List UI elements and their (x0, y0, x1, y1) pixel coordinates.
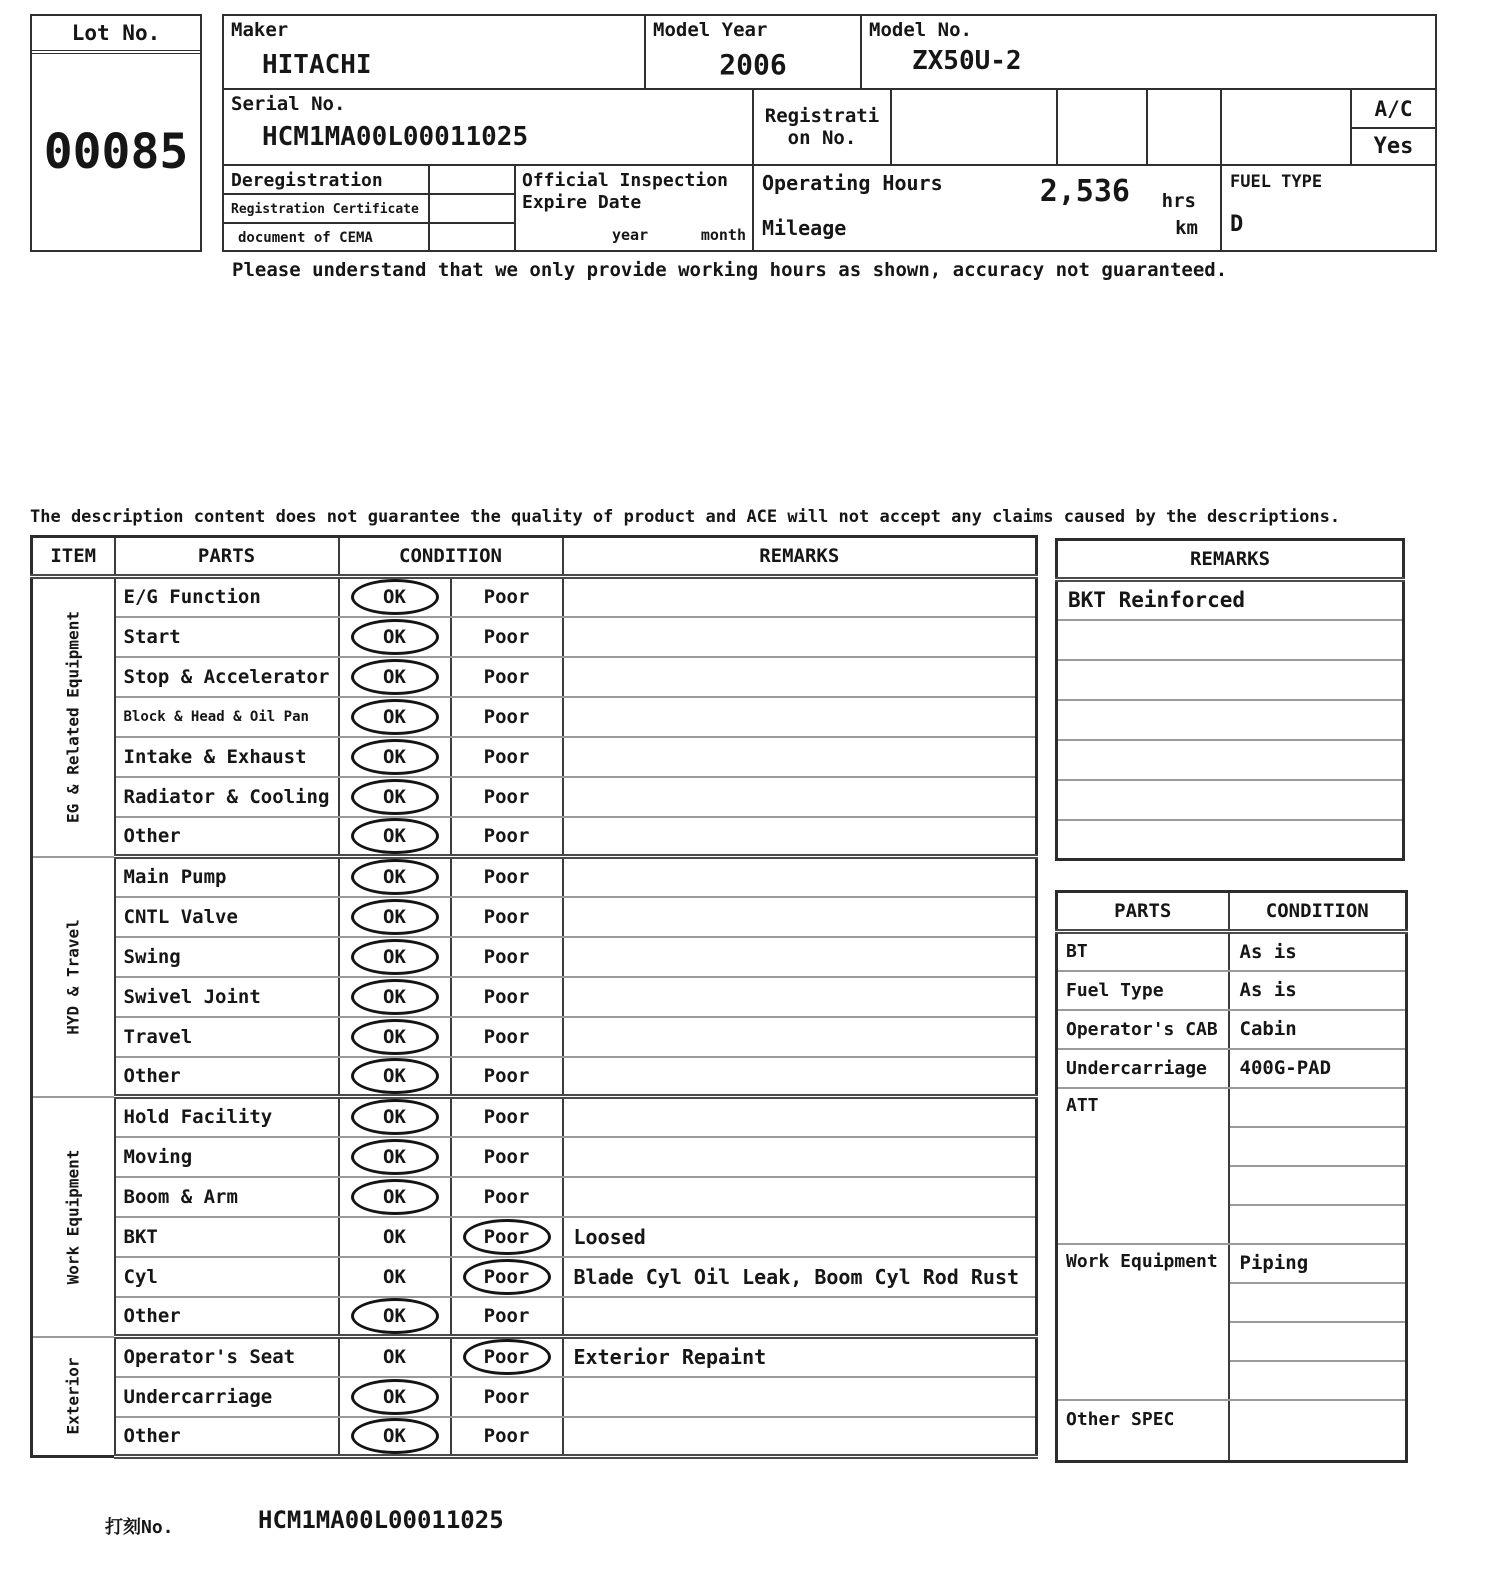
registration-no-label: Registration No. (764, 105, 880, 149)
condition-ok-cell (339, 897, 451, 937)
hours-accuracy-note: Please understand that we only provide working hours as shown, accuracy not guaranteed. (232, 259, 1228, 281)
spec-row (1057, 971, 1407, 1010)
condition-ok-cell (339, 1177, 451, 1217)
spec-row (1057, 1088, 1407, 1127)
serial-no-cell (222, 88, 754, 166)
remark-text (563, 857, 1037, 897)
condition-ok-cell (339, 737, 451, 777)
condition-poor-cell (451, 1097, 563, 1137)
inspection-row (32, 977, 1037, 1017)
part-name: Boom & Arm (115, 1177, 339, 1217)
inspection-row (32, 1417, 1037, 1457)
spec-condition-value (1229, 1361, 1407, 1400)
inspection-table-body (32, 577, 1037, 1457)
remark-text: Loosed (563, 1217, 1037, 1257)
spec-condition-value (1229, 1127, 1407, 1166)
condition-poor-cell (451, 577, 563, 617)
maker-value: HITACHI (262, 50, 372, 80)
spec-condition-value (1229, 1322, 1407, 1361)
document-of-cema-label: document of CEMA (238, 230, 373, 246)
condition-ok-cell (339, 1217, 451, 1257)
inspection-row (32, 1217, 1037, 1257)
header-empty-cell-3 (1220, 88, 1352, 166)
condition-ok-mark: OK (351, 979, 439, 1015)
condition-ok-mark: OK (351, 859, 439, 895)
remarks-entry-empty (1057, 700, 1404, 740)
spec-row (1057, 1049, 1407, 1088)
condition-ok-cell (339, 1297, 451, 1337)
part-name: Radiator & Cooling (115, 777, 339, 817)
spec-condition-value: As is (1229, 971, 1407, 1010)
remark-text (563, 1417, 1037, 1457)
remark-text (563, 737, 1037, 777)
condition-ok-cell (339, 857, 451, 897)
part-name: Operator's Seat (115, 1337, 339, 1377)
item-group-cell (32, 1097, 115, 1337)
condition-poor-mark: Poor (483, 985, 530, 1008)
spec-part-name: Fuel Type (1057, 971, 1229, 1010)
deregistration-value-cell (428, 164, 516, 195)
condition-ok-mark: OK (351, 1379, 439, 1415)
condition-poor-mark: Poor (483, 705, 530, 728)
condition-ok-mark: OK (351, 779, 439, 815)
spec-part-name: Work Equipment (1057, 1244, 1229, 1400)
inspection-row (32, 857, 1037, 897)
remarks-entry: BKT Reinforced (1057, 580, 1404, 620)
condition-poor-mark: Poor (483, 866, 530, 889)
inspection-row (32, 577, 1037, 617)
inspection-row (32, 1177, 1037, 1217)
condition-poor-mark: Poor (483, 1145, 530, 1168)
remark-text (563, 977, 1037, 1017)
condition-poor-mark: Poor (483, 665, 530, 688)
inspection-row (32, 1137, 1037, 1177)
remark-text: Blade Cyl Oil Leak, Boom Cyl Rod Rust (563, 1257, 1037, 1297)
inspection-row (32, 1017, 1037, 1057)
inspection-row (32, 1377, 1037, 1417)
col-header-item: ITEM (32, 537, 115, 577)
spec-condition-value: Piping (1229, 1244, 1407, 1283)
condition-poor-cell (451, 697, 563, 737)
remarks-box-body (1057, 580, 1404, 860)
operating-hours-label: Operating Hours (762, 171, 943, 195)
condition-ok-mark: OK (351, 739, 439, 775)
condition-ok-cell (339, 1097, 451, 1137)
remark-text: Exterior Repaint (563, 1337, 1037, 1377)
remarks-entry-empty (1057, 740, 1404, 780)
condition-poor-mark: Poor (483, 905, 530, 928)
condition-ok-mark: OK (351, 899, 439, 935)
inspection-row (32, 617, 1037, 657)
spec-condition-value: Cabin (1229, 1010, 1407, 1049)
mileage-label: Mileage (762, 216, 847, 240)
remarks-row-empty (1057, 820, 1404, 860)
condition-poor-cell (451, 817, 563, 857)
spec-row (1057, 1400, 1407, 1462)
condition-ok-mark: OK (351, 1058, 439, 1094)
remark-text (563, 577, 1037, 617)
part-name: Other (115, 1417, 339, 1457)
condition-poor-cell (451, 1057, 563, 1097)
spec-col-header-condition: CONDITION (1229, 892, 1407, 932)
condition-poor-cell (451, 1377, 563, 1417)
part-name: Travel (115, 1017, 339, 1057)
condition-ok-cell (339, 657, 451, 697)
condition-ok-cell (339, 577, 451, 617)
part-name: Other (115, 817, 339, 857)
item-group-label: EG & Related Equipment (63, 611, 83, 824)
registration-no-cell (752, 88, 892, 166)
condition-poor-cell (451, 737, 563, 777)
condition-ok-cell (339, 617, 451, 657)
col-header-parts: PARTS (115, 537, 339, 577)
operating-hours-value: 2,536 (1039, 174, 1130, 209)
part-name: Moving (115, 1137, 339, 1177)
remarks-entry-empty (1057, 660, 1404, 700)
fuel-type-value: D (1230, 212, 1244, 237)
item-group-cell (32, 577, 115, 857)
item-group-label: HYD & Travel (63, 918, 83, 1035)
ac-value: Yes (1373, 134, 1414, 159)
condition-poor-cell (451, 1217, 563, 1257)
ac-value-cell (1350, 127, 1437, 166)
condition-ok-mark: OK (351, 619, 439, 655)
spec-row (1057, 1244, 1407, 1283)
registration-certificate-label-cell (222, 193, 430, 224)
condition-ok-mark: OK (351, 1418, 439, 1454)
header-empty-cell-1 (1056, 88, 1148, 166)
item-group-label: Exterior (63, 1357, 83, 1435)
col-header-condition: CONDITION (339, 537, 563, 577)
condition-ok-cell (339, 1057, 451, 1097)
spec-part-name: Operator's CAB (1057, 1010, 1229, 1049)
condition-poor-mark: Poor (463, 1259, 551, 1295)
remark-text (563, 617, 1037, 657)
part-name: Hold Facility (115, 1097, 339, 1137)
spec-part-name: Undercarriage (1057, 1049, 1229, 1088)
condition-poor-mark: Poor (483, 1385, 530, 1408)
remark-text (563, 937, 1037, 977)
condition-poor-mark: Poor (483, 1064, 530, 1087)
spec-row (1057, 932, 1407, 971)
condition-ok-cell (339, 1257, 451, 1297)
remarks-entry-empty (1057, 820, 1404, 860)
inspection-row (32, 1297, 1037, 1337)
inspection-row (32, 1057, 1037, 1097)
official-inspection-cell (514, 164, 754, 252)
condition-poor-mark: Poor (483, 1185, 530, 1208)
deregistration-label-cell (222, 164, 430, 195)
remark-text (563, 657, 1037, 697)
description-disclaimer: The description content does not guarantee the quality of product and ACE will not accept any claims caused by the descriptions. (30, 507, 1341, 527)
condition-poor-cell (451, 657, 563, 697)
part-name: Intake & Exhaust (115, 737, 339, 777)
official-inspection-label-line2: Expire Date (522, 192, 642, 213)
item-group-label: Work Equipment (63, 1149, 83, 1284)
part-name: Stop & Accelerator (115, 657, 339, 697)
condition-ok-cell (339, 937, 451, 977)
hours-unit: hrs (1161, 190, 1196, 212)
condition-poor-mark: Poor (483, 586, 530, 609)
part-name: E/G Function (115, 577, 339, 617)
part-name: Other (115, 1057, 339, 1097)
part-name: BKT (115, 1217, 339, 1257)
inspection-row (32, 817, 1037, 857)
condition-poor-cell (451, 1337, 563, 1377)
header-empty-cell-2 (1146, 88, 1222, 166)
condition-ok-cell (339, 697, 451, 737)
remark-text (563, 697, 1037, 737)
condition-poor-cell (451, 977, 563, 1017)
condition-poor-mark: Poor (483, 745, 530, 768)
ac-label: A/C (1374, 96, 1413, 121)
part-name: Swivel Joint (115, 977, 339, 1017)
condition-ok-cell (339, 1377, 451, 1417)
spec-condition-value (1229, 1205, 1407, 1244)
condition-ok-mark: OK (383, 1225, 406, 1248)
condition-ok-mark: OK (351, 1099, 439, 1135)
mileage-unit: km (1175, 217, 1198, 239)
spec-condition-value: As is (1229, 932, 1407, 971)
remarks-entry-empty (1057, 620, 1404, 660)
condition-poor-cell (451, 857, 563, 897)
condition-poor-mark: Poor (483, 824, 530, 847)
spec-table (1055, 890, 1408, 1463)
spec-condition-value (1229, 1088, 1407, 1127)
inspection-row (32, 657, 1037, 697)
model-no-value: ZX50U-2 (912, 46, 1022, 76)
model-no-cell (860, 14, 1437, 90)
condition-poor-mark: Poor (483, 1304, 530, 1327)
condition-poor-mark: Poor (483, 785, 530, 808)
serial-no-value: HCM1MA00L00011025 (262, 122, 529, 152)
condition-ok-cell (339, 1017, 451, 1057)
spec-condition-value (1229, 1400, 1407, 1462)
spec-part-name: ATT (1057, 1088, 1229, 1244)
stamp-no-value: HCM1MA00L00011025 (258, 1506, 504, 1534)
remarks-row-empty (1057, 700, 1404, 740)
part-name: Start (115, 617, 339, 657)
col-header-remarks: REMARKS (563, 537, 1037, 577)
inspection-table-header-row (32, 537, 1037, 577)
item-group-cell (32, 1337, 115, 1457)
month-label: month (700, 226, 746, 244)
part-name: Block & Head & Oil Pan (115, 697, 339, 737)
remarks-row (1057, 580, 1404, 620)
condition-poor-mark: Poor (483, 1025, 530, 1048)
remark-text (563, 1297, 1037, 1337)
remarks-row-empty (1057, 780, 1404, 820)
condition-ok-mark: OK (351, 1019, 439, 1055)
remark-text (563, 817, 1037, 857)
inspection-row (32, 737, 1037, 777)
year-label: year (612, 226, 649, 244)
fuel-type-label: FUEL TYPE (1230, 172, 1323, 192)
inspection-row (32, 1097, 1037, 1137)
part-name: Cyl (115, 1257, 339, 1297)
condition-poor-cell (451, 897, 563, 937)
remarks-row-empty (1057, 620, 1404, 660)
remark-text (563, 777, 1037, 817)
model-year-value: 2006 (719, 48, 787, 81)
condition-ok-mark: OK (351, 1179, 439, 1215)
model-no-label: Model No. (869, 19, 972, 41)
spec-part-name: Other SPEC (1057, 1400, 1229, 1462)
remark-text (563, 1137, 1037, 1177)
part-name: Undercarriage (115, 1377, 339, 1417)
condition-poor-cell (451, 1177, 563, 1217)
condition-ok-mark: OK (351, 579, 439, 615)
spec-condition-value (1229, 1283, 1407, 1322)
remark-text (563, 1017, 1037, 1057)
document-of-cema-value-cell (428, 222, 516, 252)
inspection-row (32, 1337, 1037, 1377)
condition-poor-mark: Poor (483, 945, 530, 968)
registration-certificate-label: Registration Certificate (231, 202, 419, 217)
document-of-cema-label-cell (222, 222, 430, 252)
remark-text (563, 1057, 1037, 1097)
remark-text (563, 1177, 1037, 1217)
inspection-table (30, 535, 1038, 1459)
remarks-entry-empty (1057, 780, 1404, 820)
condition-ok-cell (339, 777, 451, 817)
remark-text (563, 897, 1037, 937)
fuel-type-cell (1220, 164, 1437, 252)
remarks-row-empty (1057, 660, 1404, 700)
condition-poor-cell (451, 1417, 563, 1457)
part-name: Main Pump (115, 857, 339, 897)
part-name: Other (115, 1297, 339, 1337)
registration-no-value-cell (890, 88, 1058, 166)
condition-poor-cell (451, 617, 563, 657)
condition-poor-cell (451, 937, 563, 977)
remark-text (563, 1377, 1037, 1417)
condition-poor-mark: Poor (483, 625, 530, 648)
spec-condition-value: 400G-PAD (1229, 1049, 1407, 1088)
condition-ok-cell (339, 977, 451, 1017)
condition-ok-cell (339, 817, 451, 857)
registration-certificate-value-cell (428, 193, 516, 224)
condition-poor-cell (451, 777, 563, 817)
lot-label: Lot No. (32, 16, 200, 54)
condition-ok-mark: OK (383, 1265, 406, 1288)
item-group-cell (32, 857, 115, 1097)
condition-ok-mark: OK (383, 1346, 406, 1369)
spec-condition-value (1229, 1166, 1407, 1205)
official-inspection-label-line1: Official Inspection (522, 170, 728, 191)
condition-ok-cell (339, 1337, 451, 1377)
serial-no-label: Serial No. (231, 93, 346, 115)
part-name: Swing (115, 937, 339, 977)
remarks-row-empty (1057, 740, 1404, 780)
inspection-row (32, 897, 1037, 937)
condition-poor-mark: Poor (463, 1219, 551, 1255)
condition-ok-mark: OK (351, 699, 439, 735)
condition-poor-cell (451, 1137, 563, 1177)
condition-ok-mark: OK (351, 1139, 439, 1175)
inspection-row (32, 777, 1037, 817)
part-name: CNTL Valve (115, 897, 339, 937)
ac-label-cell (1350, 88, 1437, 129)
spec-table-body (1057, 932, 1407, 1462)
condition-ok-cell (339, 1137, 451, 1177)
operating-hours-cell (752, 164, 1222, 252)
spec-row (1057, 1010, 1407, 1049)
lot-box (30, 14, 202, 252)
remarks-box (1055, 538, 1405, 861)
condition-poor-cell (451, 1257, 563, 1297)
condition-poor-mark: Poor (463, 1339, 551, 1375)
inspection-row (32, 697, 1037, 737)
model-year-label: Model Year (653, 19, 768, 41)
inspection-row (32, 1257, 1037, 1297)
stamp-no-label: 打刻No. (105, 1517, 174, 1538)
inspection-row (32, 937, 1037, 977)
condition-poor-mark: Poor (483, 1106, 530, 1129)
model-year-cell (644, 14, 862, 90)
condition-ok-mark: OK (351, 818, 439, 854)
remark-text (563, 1097, 1037, 1137)
condition-ok-mark: OK (351, 939, 439, 975)
condition-ok-mark: OK (351, 1298, 439, 1334)
remarks-box-header: REMARKS (1057, 540, 1404, 580)
lot-number: 00085 (43, 124, 189, 180)
condition-poor-mark: Poor (483, 1424, 530, 1447)
maker-cell (222, 14, 646, 90)
deregistration-label: Deregistration (231, 170, 383, 191)
maker-label: Maker (231, 19, 289, 41)
condition-ok-cell (339, 1417, 451, 1457)
condition-ok-mark: OK (351, 659, 439, 695)
spec-part-name: BT (1057, 932, 1229, 971)
spec-col-header-parts: PARTS (1057, 892, 1229, 932)
condition-poor-cell (451, 1297, 563, 1337)
condition-poor-cell (451, 1017, 563, 1057)
